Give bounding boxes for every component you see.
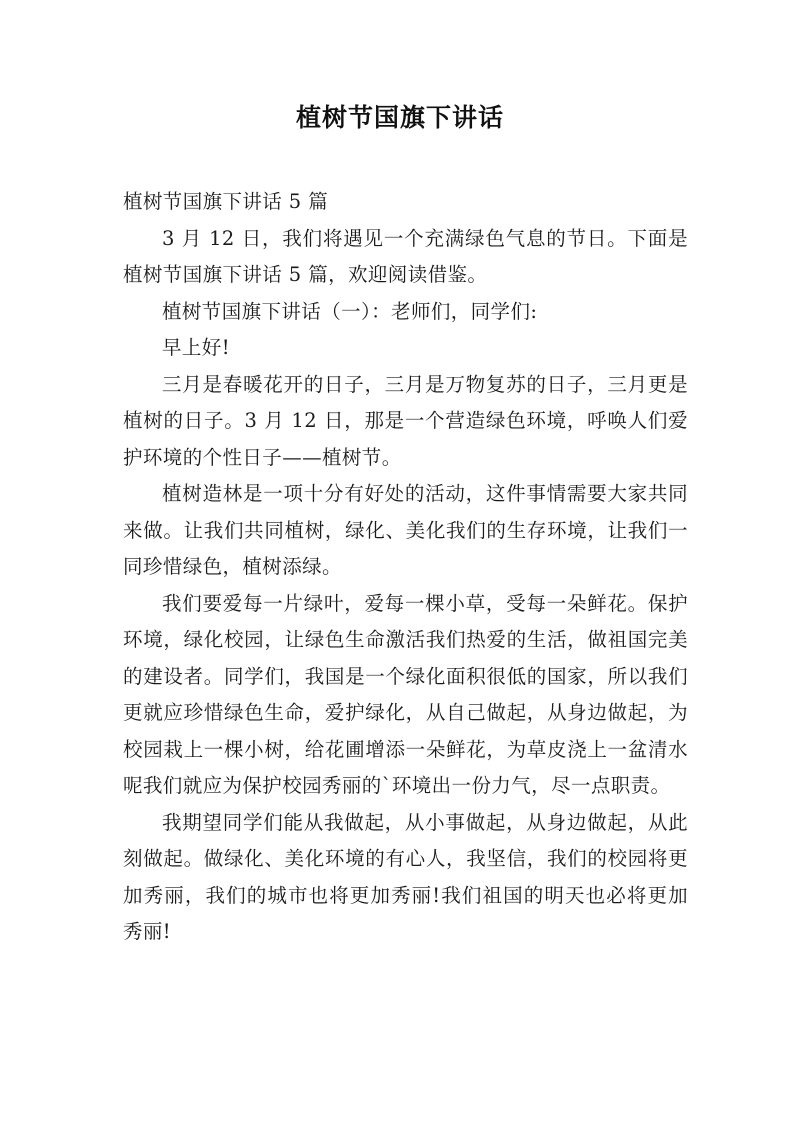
closing-paragraph: 我期望同学们能从我做起，从小事做起，从身边做起，从此刻做起。做绿化、美化环境的有心人，我坚信，我们的校园将更加秀丽，我们的城市也将更加秀丽!我们祖国的明天也必将更加秀丽!	[123, 810, 688, 943]
intro-paragraph: 3 月 12 日，我们将遇见一个充满绿色气息的节日。下面是植树节国旗下讲话 5 篇，欢迎阅读借鉴。	[123, 226, 688, 286]
document-title: 植树节国旗下讲话	[295, 103, 504, 132]
subtitle-paragraph: 植树节国旗下讲话 5 篇	[123, 190, 329, 213]
document-body	[123, 184, 688, 951]
body-paragraph: 三月是春暖花开的日子，三月是万物复苏的日子，三月更是植树的日子。3 月 12 日，那是一个营造绿色环境，呼唤人们爱护环境的个性日子——植树节。	[123, 372, 688, 469]
greeting-paragraph: 早上好!	[162, 336, 230, 359]
speech-heading-paragraph: 植树节国旗下讲话（一）：老师们，同学们:	[162, 299, 538, 323]
body-paragraph: 我们要爱每一片绿叶，爱每一棵小草，受每一朵鲜花。保护环境，绿化校园，让绿色生命激活我们热爱的生活，做祖国完美的建设者。同学们，我国是一个绿化面积很低的国家，所以我们更就应珍惜绿色生命，爱护绿化，从自己做起，从身边做起，为校园栽上一棵小树，给花圃增添一朵鲜花，为草皮浇上一盆清水呢我们就应为保护校园秀丽的`环境出一份力气，尽一点职责。	[123, 591, 688, 797]
body-paragraph: 植树造林是一项十分有好处的活动，这件事情需要大家共同来做。让我们共同植树，绿化、美化我们的生存环境，让我们一同珍惜绿色，植树添绿。	[123, 482, 688, 578]
